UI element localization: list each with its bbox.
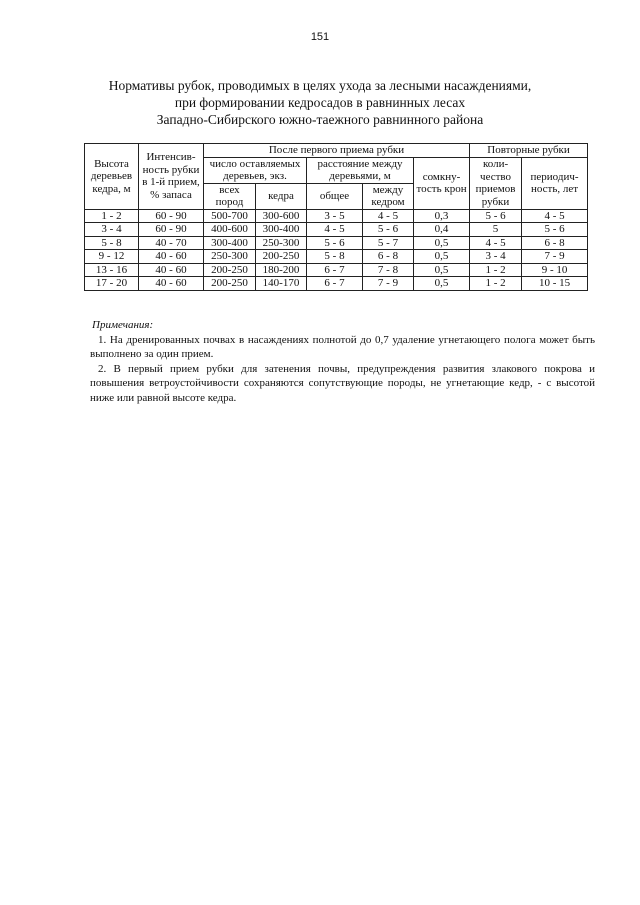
header-cedar: кедра — [256, 183, 307, 209]
notes-section — [90, 318, 595, 405]
title-line: при формировании кедросадов в равнинных лесах — [174, 95, 466, 110]
table-cell: 40 - 60 — [139, 250, 204, 264]
table-cell: 3 - 4 — [85, 223, 139, 237]
header-intensity: Интенсив-ность рубки в 1-й прием, % запаса — [139, 144, 204, 210]
table-cell: 5 - 7 — [363, 236, 414, 250]
table-cell: 6 - 8 — [522, 236, 588, 250]
table-row — [85, 209, 588, 223]
table-cell: 0,5 — [414, 277, 470, 291]
title-line: Западно-Сибирского южно-таежного равнинного района — [156, 112, 484, 127]
table-row — [85, 277, 588, 291]
table-cell: 0,5 — [414, 250, 470, 264]
table-cell: 40 - 70 — [139, 236, 204, 250]
table-cell: 40 - 60 — [139, 277, 204, 291]
table-cell: 300-400 — [204, 236, 256, 250]
table-row — [85, 223, 588, 237]
note-item: 2. В первый прием рубки для затенения почвы, предупреждения развития злакового покрова и повышения ветроустойчивости сохраняются сопутствующие породы, не угнетающие кедр, - с высотой ниже или равной высоте кедра. — [90, 362, 595, 404]
table-row — [85, 236, 588, 250]
table-cell: 13 - 16 — [85, 263, 139, 277]
document-title — [60, 77, 580, 128]
header-between-cedar: между кедром — [363, 183, 414, 209]
header-period: периодич-ность, лет — [522, 157, 588, 209]
table-cell: 4 - 5 — [363, 209, 414, 223]
table-cell: 10 - 15 — [522, 277, 588, 291]
table-cell: 9 - 10 — [522, 263, 588, 277]
table-cell: 60 - 90 — [139, 209, 204, 223]
header-closure: сомкну-тость крон — [414, 157, 470, 209]
table-cell: 0,5 — [414, 236, 470, 250]
table-cell: 180-200 — [256, 263, 307, 277]
table-cell: 7 - 8 — [363, 263, 414, 277]
table-cell: 500-700 — [204, 209, 256, 223]
title-line: Нормативы рубок, проводимых в целях ухода за лесными насаждениями, — [108, 78, 532, 93]
table-cell: 5 - 8 — [307, 250, 363, 264]
table-cell: 3 - 5 — [307, 209, 363, 223]
table-cell: 6 - 7 — [307, 277, 363, 291]
table-cell: 7 - 9 — [363, 277, 414, 291]
norms-table — [84, 143, 588, 291]
table-row — [85, 250, 588, 264]
table-cell: 5 - 6 — [470, 209, 522, 223]
table-cell: 6 - 8 — [363, 250, 414, 264]
table-cell: 300-600 — [256, 209, 307, 223]
table-cell: 1 - 2 — [470, 263, 522, 277]
table-cell: 3 - 4 — [470, 250, 522, 264]
table-cell: 4 - 5 — [307, 223, 363, 237]
table-cell: 0,5 — [414, 263, 470, 277]
table-cell: 0,4 — [414, 223, 470, 237]
table-cell: 200-250 — [204, 263, 256, 277]
table-row — [85, 263, 588, 277]
table-cell: 5 - 6 — [522, 223, 588, 237]
page-number: 151 — [310, 31, 330, 43]
table-cell: 1 - 2 — [470, 277, 522, 291]
table-cell: 300-400 — [256, 223, 307, 237]
table-cell: 0,3 — [414, 209, 470, 223]
table-cell: 200-250 — [204, 277, 256, 291]
table-cell: 6 - 7 — [307, 263, 363, 277]
header-trees-left: число оставляемых деревьев, экз. — [204, 157, 307, 183]
table-cell: 250-300 — [256, 236, 307, 250]
table-cell: 4 - 5 — [470, 236, 522, 250]
note-item: 1. На дренированных почвах в насаждениях полнотой до 0,7 удаление угнетающего полога может быть выполнено за один прием. — [90, 333, 595, 360]
table-cell: 140-170 — [256, 277, 307, 291]
header-distance: расстояние между деревьями, м — [307, 157, 414, 183]
table-cell: 5 - 8 — [85, 236, 139, 250]
table-cell: 40 - 60 — [139, 263, 204, 277]
table-cell: 400-600 — [204, 223, 256, 237]
table-cell: 5 - 6 — [363, 223, 414, 237]
header-after-first-cut: После первого приема рубки — [204, 144, 470, 158]
table-cell: 1 - 2 — [85, 209, 139, 223]
table-cell: 250-300 — [204, 250, 256, 264]
header-total: общее — [307, 183, 363, 209]
table-cell: 5 - 6 — [307, 236, 363, 250]
table-cell: 5 — [470, 223, 522, 237]
header-repeat-cuts: Повторные рубки — [470, 144, 588, 158]
table-cell: 60 - 90 — [139, 223, 204, 237]
header-count: коли-чество приемов рубки — [470, 157, 522, 209]
notes-title: Примечания: — [92, 319, 154, 331]
table-cell: 17 - 20 — [85, 277, 139, 291]
table-cell: 200-250 — [256, 250, 307, 264]
table-cell: 4 - 5 — [522, 209, 588, 223]
table-cell: 7 - 9 — [522, 250, 588, 264]
header-height: Высота деревьев кедра, м — [85, 144, 139, 210]
header-all-species: всех пород — [204, 183, 256, 209]
table-cell: 9 - 12 — [85, 250, 139, 264]
